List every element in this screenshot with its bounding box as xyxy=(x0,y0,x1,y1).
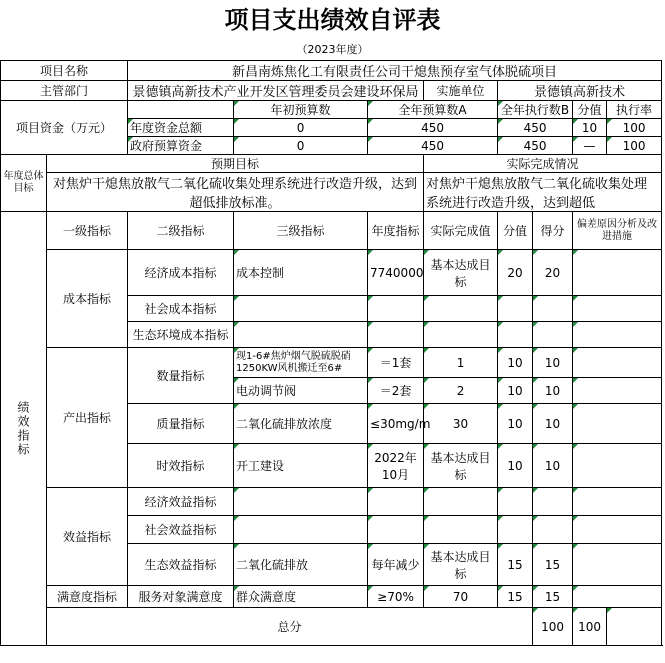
col-annual: 全年预算数A xyxy=(368,101,498,119)
q2-score-val: 10 xyxy=(498,378,533,404)
q1-target: ＝1套 xyxy=(368,348,424,378)
h-score: 得分 xyxy=(533,212,573,250)
actual-goal: 对焦炉干熄焦放散气二氧化硫收集处理系统进行改造升级，达到超低 xyxy=(424,173,662,212)
h-score-val: 分值 xyxy=(498,212,533,250)
cost-indicator: 成本指标 xyxy=(47,250,128,348)
project-name-label: 项目名称 xyxy=(1,61,128,81)
row-gov-exec: 450 xyxy=(498,137,573,155)
h-reason: 偏差原因分析及改进措施 xyxy=(573,212,662,250)
col-initial: 年初预算数 xyxy=(234,101,368,119)
funds-blank xyxy=(128,101,234,119)
row-gov-label: 政府预算资金 xyxy=(128,137,234,155)
cost-score: 20 xyxy=(533,250,573,296)
actual-label: 实际完成情况 xyxy=(424,155,662,173)
impl-label: 实施单位 xyxy=(424,81,498,101)
impl-value: 景德镇高新技术 xyxy=(498,81,662,101)
col-exec: 全年执行数B xyxy=(498,101,573,119)
row-gov-rate: 100 xyxy=(607,137,662,155)
tm-score-val: 10 xyxy=(498,444,533,488)
sat-target: ≥70% xyxy=(368,586,424,608)
dept-value: 景德镇高新技术产业开发区管理委员会建设环保局 xyxy=(128,81,424,101)
row-total-exec: 450 xyxy=(498,119,573,137)
output-indicator: 产出指标 xyxy=(47,348,128,488)
eb-score: 15 xyxy=(533,544,573,586)
tm-score: 10 xyxy=(533,444,573,488)
total-score-val: 100 xyxy=(533,608,573,646)
ql-score-val: 10 xyxy=(498,404,533,444)
q1-name: 现1-6#焦炉烟气脱硫脱硝1250KW风机搬迁至6# xyxy=(234,348,368,378)
project-name: 新昌南炼焦化工有限责任公司干熄焦预存室气体脱硫项目 xyxy=(128,61,662,81)
expected-label: 预期目标 xyxy=(47,155,424,173)
eb-actual: 基本达成目标 xyxy=(424,544,498,586)
row-total-initial: 0 xyxy=(234,119,368,137)
quantity-indicator: 数量指标 xyxy=(128,348,234,404)
sat-actual: 70 xyxy=(424,586,498,608)
tm-actual: 基本达成目标 xyxy=(424,444,498,488)
q2-actual: 2 xyxy=(424,378,498,404)
row-total-label: 年度资金总额 xyxy=(128,119,234,137)
satisfaction-indicator: 满意度指标 xyxy=(47,586,128,608)
ql-name: 二氧化硫排放浓度 xyxy=(234,404,368,444)
indicator-label: 绩效指标 xyxy=(1,212,47,646)
row-gov-score-val: — xyxy=(573,137,607,155)
ql-target: ≤30mg/m xyxy=(368,404,424,444)
h3: 三级指标 xyxy=(234,212,368,250)
h1: 一级指标 xyxy=(47,212,128,250)
col-score-val: 分值 xyxy=(573,101,607,119)
cost-score-val: 20 xyxy=(498,250,533,296)
cost-actual: 基本达成目标 xyxy=(424,250,498,296)
service-satisfaction: 服务对象满意度 xyxy=(128,586,234,608)
eco-cost: 生态环境成本指标 xyxy=(128,322,234,348)
eb-score-val: 15 xyxy=(498,544,533,586)
social-benefit: 社会效益指标 xyxy=(128,516,234,544)
econ-cost: 经济成本指标 xyxy=(128,250,234,296)
row-gov-annual: 450 xyxy=(368,137,498,155)
total-score: 100 xyxy=(573,608,607,646)
cost-reason xyxy=(573,250,662,296)
q2-score: 10 xyxy=(533,378,573,404)
social-cost: 社会成本指标 xyxy=(128,296,234,322)
col-rate: 执行率 xyxy=(607,101,662,119)
expected-goal: 对焦炉干熄焦放散气二氧化硫收集处理系统进行改造升级，达到超低排放标准。 xyxy=(47,173,424,212)
dept-label: 主管部门 xyxy=(1,81,128,101)
h2: 二级指标 xyxy=(128,212,234,250)
ql-actual: 30 xyxy=(424,404,498,444)
row-gov-initial: 0 xyxy=(234,137,368,155)
q1-score-val: 10 xyxy=(498,348,533,378)
eb-name: 二氧化硫排放 xyxy=(234,544,368,586)
row-total-annual: 450 xyxy=(368,119,498,137)
year-label: （2023年度） xyxy=(296,43,369,56)
cost-control: 成本控制 xyxy=(234,250,368,296)
time-indicator: 时效指标 xyxy=(128,444,234,488)
row-total-score-val: 10 xyxy=(573,119,607,137)
sat-score: 15 xyxy=(533,586,573,608)
eb-target: 每年减少 xyxy=(368,544,424,586)
evaluation-table xyxy=(0,60,662,646)
page-title: 项目支出绩效自评表 xyxy=(224,6,441,34)
benefit-indicator: 效益指标 xyxy=(47,488,128,586)
funds-label: 项目资金（万元） xyxy=(1,101,128,155)
row-total-rate: 100 xyxy=(607,119,662,137)
eco-benefit: 生态效益指标 xyxy=(128,544,234,586)
sat-score-val: 15 xyxy=(498,586,533,608)
ql-score: 10 xyxy=(533,404,573,444)
tm-name: 开工建设 xyxy=(234,444,368,488)
cost-target: 7740000 xyxy=(368,250,424,296)
h-actual: 实际完成值 xyxy=(424,212,498,250)
h-target: 年度指标 xyxy=(368,212,424,250)
q2-target: ＝2套 xyxy=(368,378,424,404)
q1-actual: 1 xyxy=(424,348,498,378)
total-label: 总分 xyxy=(47,608,533,646)
q1-score: 10 xyxy=(533,348,573,378)
econ-benefit: 经济效益指标 xyxy=(128,488,234,516)
goal-label: 年度总体目标 xyxy=(1,155,47,212)
tm-target: 2022年10月 xyxy=(368,444,424,488)
q2-name: 电动调节阀 xyxy=(234,378,368,404)
sat-name: 群众满意度 xyxy=(234,586,368,608)
quality-indicator: 质量指标 xyxy=(128,404,234,444)
